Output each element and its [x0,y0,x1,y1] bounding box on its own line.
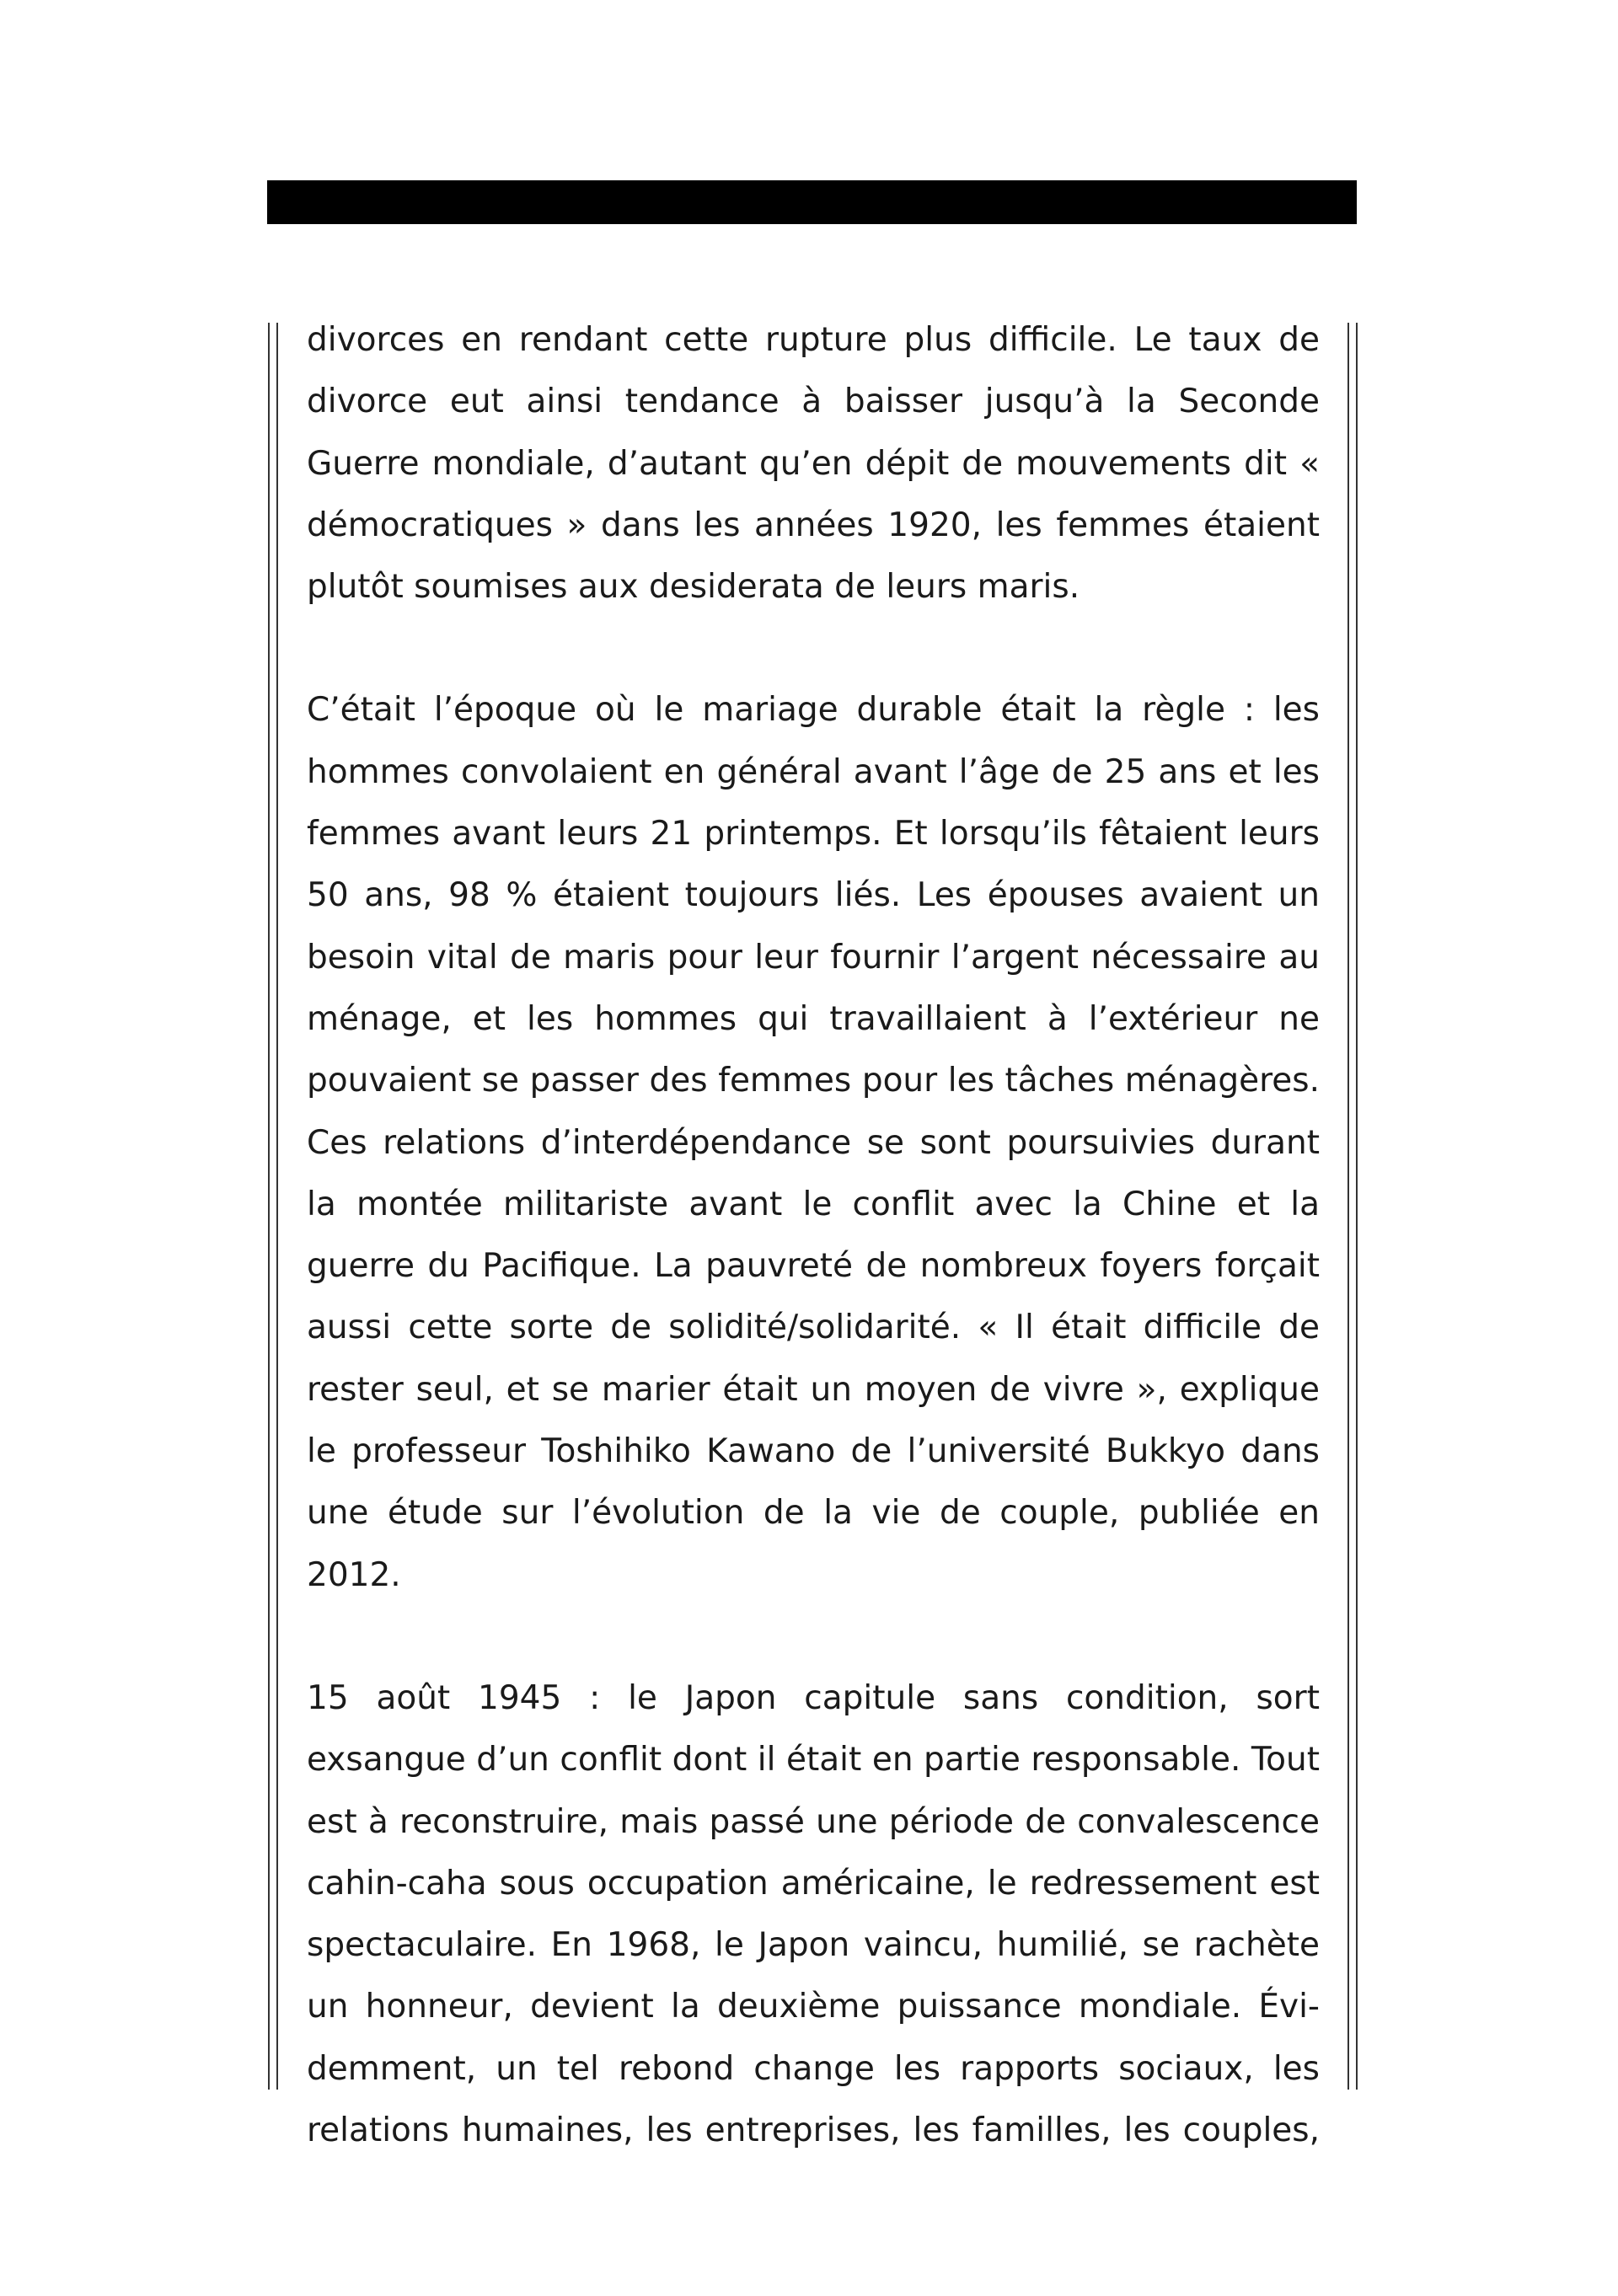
header-bar [267,180,1357,224]
paragraph-3: 15 août 1945 : le Japon capitule sans condition, sort exsangue d’un conflit dont il était en partie responsable. Tout est à reconstruire, mais passé une période de convalescence cahin-caha sous occupation américaine, le redressement est spectaculaire. En 1968, le Japon vaincu, humilié, se rachète un honneur, devient la deuxième puissance mondiale. Évi-demment, un tel rebond change les rapports sociaux, les relations humaines, les entreprises, les familles, les couples, [307,1678,1320,2150]
article-body [307,309,1320,2161]
right-double-rule [1347,323,1358,2090]
left-double-rule [268,323,278,2090]
paragraph-1: divorces en rendant cette rupture plus difficile. Le taux de divorce eut ainsi tendance à baisser jusqu’à la Seconde Guerre mondiale, d’autant qu’en dépit de mouvements dit « démocratiques » dans les années 1920, les femmes étaient plutôt soumises aux desiderata de leurs maris. [307,321,1320,607]
paragraph-2: C’était l’époque où le mariage durable était la règle : les hommes convolaient en général avant l’âge de 25 ans et les femmes avant leurs 21 printemps. Et lorsqu’ils fêtaient leurs 50 ans, 98 % étaient toujours liés. Les épouses avaient un besoin vital de maris pour leur fournir l’argent nécessaire au ménage, et les hommes qui travaillaient à l’extérieur ne pouvaient se passer des femmes pour les tâches ménagères. Ces relations d’interdépendance se sont poursuivies durant la montée militariste avant le conflit avec la Chine et la guerre du Pacifique. La pauvreté de nombreux foyers forçait aussi cette sorte de solidité/solidarité. « Il était difficile de rester seul, et se marier était un moyen de vivre », explique le professeur Toshihiko Kawano de l’université Bukkyo dans une étude sur l’évolution de la vie de couple, publiée en 2012. [307,691,1320,1594]
